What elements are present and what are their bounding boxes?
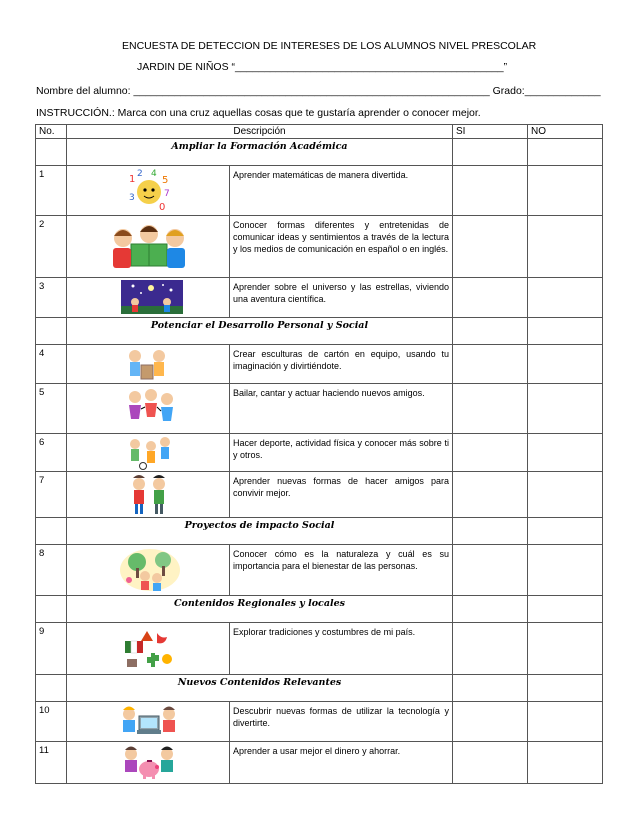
table-row — [36, 384, 603, 434]
answer-no-cell[interactable] — [528, 623, 603, 675]
item-illustration — [67, 384, 230, 434]
item-number: 5 — [36, 384, 67, 434]
item-illustration — [67, 702, 230, 742]
item-description: Conocer formas diferentes y entretenidas de comunicar ideas y sentimientos a través de la lectura y los medios de comunicación en español o en inglés. — [230, 216, 453, 278]
item-description: Conocer cómo es la naturaleza y cuál es su importancia para el bienestar de las personas. — [230, 545, 453, 596]
item-description: Bailar, cantar y actuar haciendo nuevos amigos. — [230, 384, 453, 434]
section-title: Ampliar la Formación Académica — [171, 141, 348, 152]
column-header-description: Descripción — [67, 125, 453, 139]
item-illustration — [67, 472, 230, 518]
item-number: 9 — [36, 623, 67, 675]
item-illustration — [67, 166, 230, 216]
answer-no-cell[interactable] — [528, 472, 603, 518]
answer-no-cell[interactable] — [528, 384, 603, 434]
answer-si-cell[interactable] — [453, 545, 528, 596]
answer-no-cell[interactable] — [528, 166, 603, 216]
night-sky-icon — [121, 280, 183, 314]
table-row — [36, 472, 603, 518]
table-row — [36, 216, 603, 278]
column-header-no-answer: NO — [528, 125, 603, 139]
kids-piggy-bank-icon — [121, 745, 177, 781]
answer-no-cell[interactable] — [528, 702, 603, 742]
table-header-row — [36, 125, 603, 139]
item-number: 11 — [36, 742, 67, 784]
item-description: Hacer deporte, actividad física y conocer más sobre ti y otros. — [230, 434, 453, 472]
section-title: Contenidos Regionales y locales — [174, 598, 345, 609]
svg-text:5: 5 — [162, 175, 169, 186]
kids-computer-icon — [117, 704, 181, 740]
item-description: Descubrir nuevas formas de utilizar la tecnología y divertirte. — [230, 702, 453, 742]
table-row — [36, 702, 603, 742]
answer-si-cell[interactable] — [453, 434, 528, 472]
table-row — [36, 166, 603, 216]
answer-no-cell[interactable] — [528, 434, 603, 472]
section-row — [36, 675, 603, 702]
kids-sports-icon — [125, 436, 173, 470]
answer-no-cell[interactable] — [528, 742, 603, 784]
kids-friends-icon — [127, 474, 173, 516]
survey-table — [35, 124, 603, 784]
column-header-no: No. — [36, 125, 67, 139]
answer-si-cell[interactable] — [453, 623, 528, 675]
mexico-traditions-icon — [123, 627, 175, 671]
table-row — [36, 623, 603, 675]
item-illustration — [67, 545, 230, 596]
kids-dancing-icon — [123, 387, 177, 429]
item-number: 4 — [36, 345, 67, 384]
answer-si-cell[interactable] — [453, 345, 528, 384]
answer-no-cell[interactable] — [528, 345, 603, 384]
svg-text:2: 2 — [137, 169, 143, 179]
item-number: 7 — [36, 472, 67, 518]
item-illustration — [67, 345, 230, 384]
item-illustration — [67, 278, 230, 318]
item-number: 8 — [36, 545, 67, 596]
item-number: 3 — [36, 278, 67, 318]
answer-si-cell[interactable] — [453, 702, 528, 742]
section-title: Proyectos de impacto Social — [184, 520, 335, 531]
item-description: Aprender sobre el universo y las estrellas, viviendo una aventura científica. — [230, 278, 453, 318]
children-reading-icon — [109, 222, 189, 272]
table-row — [36, 742, 603, 784]
section-row — [36, 139, 603, 166]
section-title: Potenciar el Desarrollo Personal y Social — [150, 320, 369, 331]
section-row — [36, 596, 603, 623]
svg-text:1: 1 — [129, 174, 136, 185]
svg-text:3: 3 — [129, 193, 135, 203]
svg-text:0: 0 — [159, 202, 166, 212]
kids-nature-icon — [119, 548, 181, 592]
section-title: Nuevos Contenidos Relevantes — [177, 677, 342, 688]
svg-text:4: 4 — [151, 169, 157, 179]
answer-no-cell[interactable] — [528, 216, 603, 278]
table-row — [36, 278, 603, 318]
item-description: Explorar tradiciones y costumbres de mi país. — [230, 623, 453, 675]
table-row — [36, 345, 603, 384]
svg-text:7: 7 — [164, 189, 170, 199]
document-title: ENCUESTA DE DETECCION DE INTERESES DE LOS ALUMNOS NIVEL PRESCOLAR — [122, 40, 537, 52]
section-row — [36, 318, 603, 345]
table-row — [36, 545, 603, 596]
item-illustration — [67, 623, 230, 675]
item-illustration — [67, 742, 230, 784]
kinder-name-field[interactable]: JARDIN DE NIÑOS “______________________________________________” — [137, 61, 508, 73]
item-description: Aprender a usar mejor el dinero y ahorrar. — [230, 742, 453, 784]
item-description: Aprender nuevas formas de hacer amigos para convivir mejor. — [230, 472, 453, 518]
answer-si-cell[interactable] — [453, 216, 528, 278]
answer-si-cell[interactable] — [453, 472, 528, 518]
item-number: 1 — [36, 166, 67, 216]
item-number: 2 — [36, 216, 67, 278]
answer-no-cell[interactable] — [528, 278, 603, 318]
answer-si-cell[interactable] — [453, 166, 528, 216]
item-number: 10 — [36, 702, 67, 742]
student-name-grade-field[interactable]: Nombre del alumno: _____________________________________________________________ Grado:_____________ — [36, 85, 601, 97]
numbers-face-icon — [125, 168, 173, 212]
answer-si-cell[interactable] — [453, 384, 528, 434]
item-illustration — [67, 434, 230, 472]
item-description: Crear esculturas de cartón en equipo, usando tu imaginación y divirtiéndote. — [230, 345, 453, 384]
column-header-si: SI — [453, 125, 528, 139]
answer-no-cell[interactable] — [528, 545, 603, 596]
kids-crafting-icon — [121, 347, 173, 381]
item-illustration — [67, 216, 230, 278]
item-description: Aprender matemáticas de manera divertida. — [230, 166, 453, 216]
item-number: 6 — [36, 434, 67, 472]
answer-si-cell[interactable] — [453, 278, 528, 318]
section-row — [36, 518, 603, 545]
answer-si-cell[interactable] — [453, 742, 528, 784]
instruction-text: INSTRUCCIÓN.: Marca con una cruz aquellas cosas que te gustaría aprender o conocer mejor. — [36, 107, 481, 119]
table-row — [36, 434, 603, 472]
